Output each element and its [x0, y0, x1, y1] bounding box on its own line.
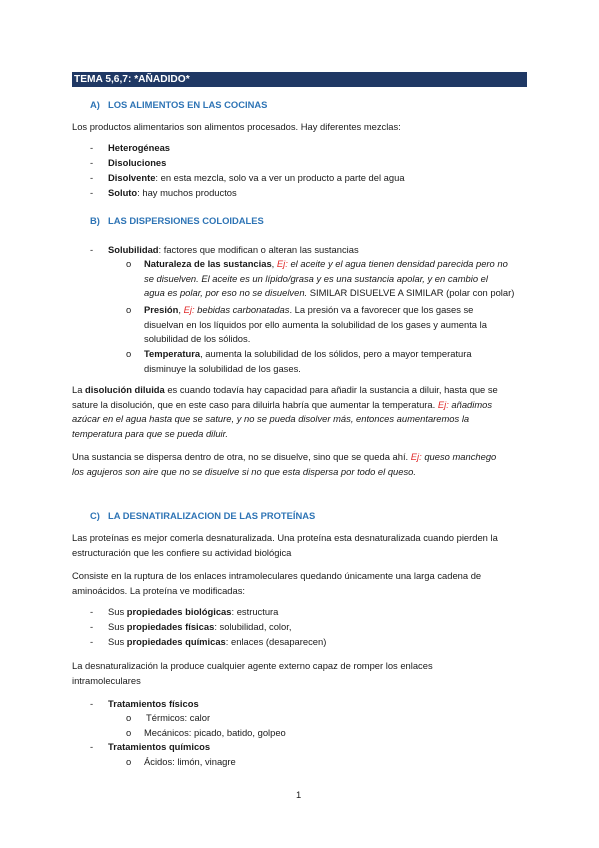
list-item: Térmicos: calor [146, 712, 211, 723]
bullet-dash: - [90, 698, 94, 709]
page-number: 1 [296, 789, 302, 800]
bullet-circle: o [126, 712, 132, 723]
list-item: Heterogéneas [108, 142, 171, 153]
bullet-dash: - [90, 636, 94, 647]
list-item: Soluto: hay muchos productos [108, 187, 237, 198]
page-title: TEMA 5,6,7: *AÑADIDO* [72, 72, 527, 87]
bullet-circle: o [126, 756, 132, 767]
protein-paragraph: Las proteínas es mejor comerla desnaturalizada. Una proteína esta desnaturalizada cuando pierden la estructuración que les confiere su actividad biológica [72, 532, 498, 558]
rupture-paragraph: Consiste en la ruptura de los enlaces intramoleculares quedando únicamente una larga cadena de aminoácidos. La proteína ve modificadas: [72, 570, 482, 596]
section-a-title: LOS ALIMENTOS EN LAS COCINAS [108, 99, 268, 110]
list-item: Temperatura, aumenta la solubilidad de los sólidos, pero a mayor temperatura disminuye la solubilidad de los gases. [144, 348, 472, 374]
bullet-circle: o [126, 304, 132, 315]
bullet-circle: o [126, 258, 132, 269]
list-item: Disoluciones [108, 157, 167, 168]
bullet-dash: - [90, 606, 94, 617]
list-item: Disolvente: en esta mezcla, solo va a ver un producto a parte del agua [108, 172, 405, 183]
section-a-letter: A) [90, 99, 100, 110]
list-item: Mecánicos: picado, batido, golpeo [144, 727, 286, 738]
list-item: Presión, Ej: bebidas carbonatadas. La presión va a favorecer que los gases se disuelvan en los líquidos por ello aumenta la solubilidad de los gases y aumenta la solubilidad de los sólidos. [144, 304, 487, 344]
section-b-title: LAS DISPERSIONES COLOIDALES [108, 215, 264, 226]
bullet-dash: - [90, 621, 94, 632]
bullet-circle: o [126, 348, 132, 359]
bullet-dash: - [90, 172, 94, 183]
bullet-dash: - [90, 157, 94, 168]
bullet-dash: - [90, 741, 94, 752]
list-item: Tratamientos químicos [108, 741, 211, 752]
list-item: Tratamientos físicos [108, 698, 199, 709]
list-item: Sus propiedades químicas: enlaces (desaparecen) [108, 636, 327, 647]
bullet-dash: - [90, 187, 94, 198]
bullet-dash: - [90, 244, 94, 255]
bullet-circle: o [126, 727, 132, 738]
list-item: Ácidos: limón, vinagre [144, 756, 236, 767]
agent-paragraph: La desnaturalización la produce cualquier agente externo capaz de romper los enlaces intramoleculares [72, 660, 433, 686]
list-item: Naturaleza de las sustancias, Ej: el aceite y el agua tienen densidad parecida pero no se disuelven. El aceite es un lípido/grasa y es una sustancia apolar, y en cambio el agua es polar, por eso no se disuelven. SIMILAR DISUELVE A SIMILAR (polar con polar) [144, 258, 515, 298]
list-item: Sus propiedades físicas: solubilidad, color, [108, 621, 292, 632]
list-item: Solubilidad: factores que modifican o alteran las sustancias [108, 244, 359, 255]
section-b-letter: B) [90, 215, 100, 226]
section-c-letter: C) [90, 510, 100, 521]
list-item: Sus propiedades biológicas: estructura [108, 606, 279, 617]
bullet-dash: - [90, 142, 94, 153]
dispersion-paragraph: Una sustancia se dispersa dentro de otra, no se disuelve, sino que se queda ahí. Ej: queso manchego los agujeros son aire que no se disuelve si no que esta dispersa por todo el queso. [72, 451, 497, 477]
dilution-paragraph: La disolución diluida es cuando todavía hay capacidad para añadir la sustancia a diluir, hasta que se sature la disolución, que en este caso para diluirla habría que aumentar la temperatura. Ej: añadimos azúcar en el agua hasta que se sature, y no se pueda disolver más, entonces aumentaremos la temperatura para que se pueda diluir. [72, 384, 498, 439]
section-c-title: LA DESNATIRALIZACION DE LAS PROTEÍNAS [108, 510, 316, 521]
intro-paragraph: Los productos alimentarios son alimentos procesados. Hay diferentes mezclas: [72, 121, 401, 132]
